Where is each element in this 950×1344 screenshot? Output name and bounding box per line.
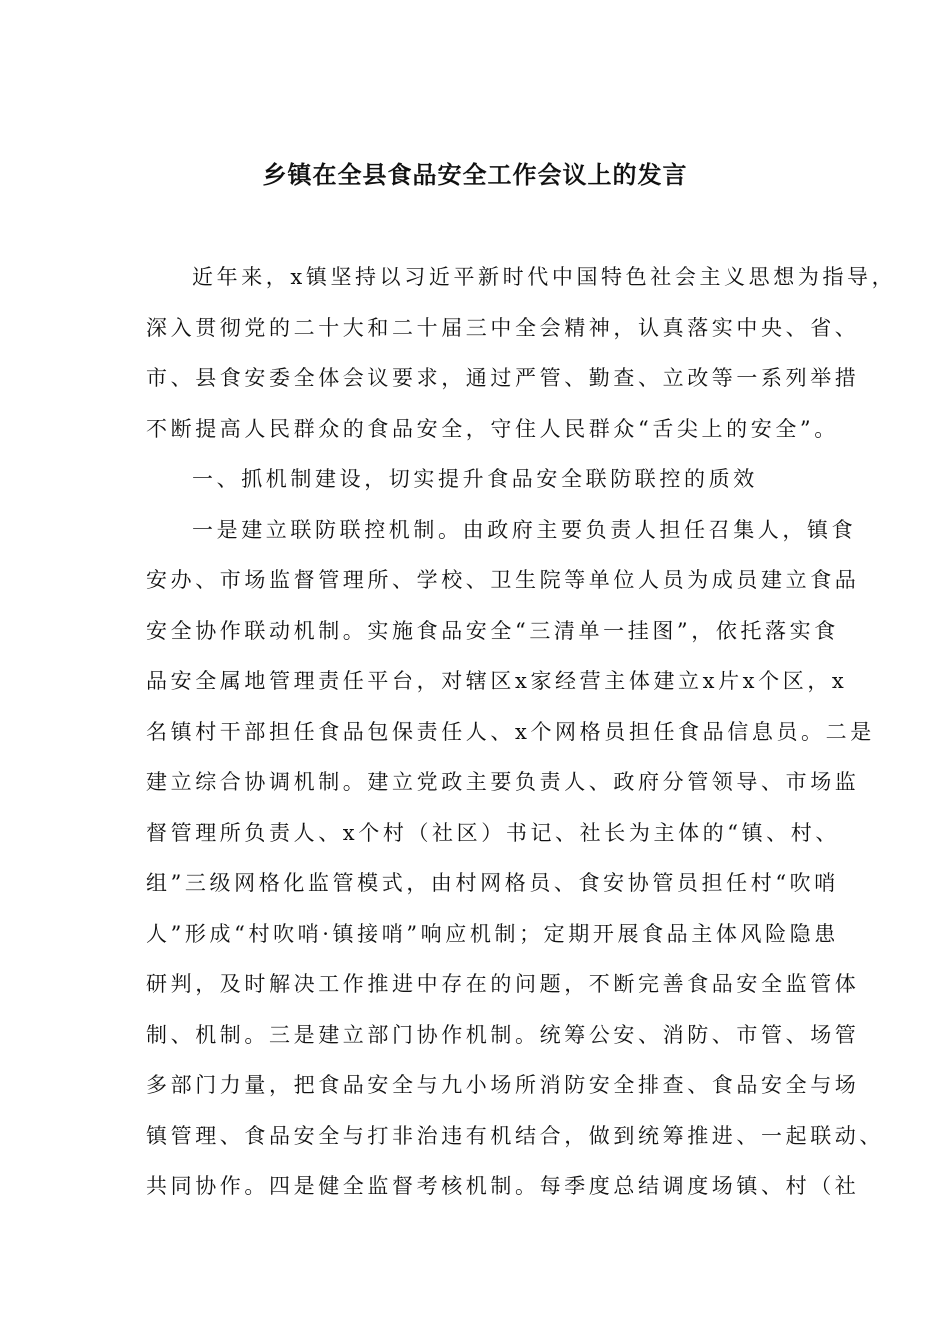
paragraph-line: 安办、市场监督管理所、学校、卫生院等单位人员为成员建立食品 bbox=[146, 568, 860, 592]
paragraph-line: 多部门力量，把食品安全与九小场所消防安全排查、食品安全与场 bbox=[146, 1073, 860, 1097]
paragraph-line: 近年来，x镇坚持以习近平新时代中国特色社会主义思想为指导， bbox=[192, 265, 897, 289]
document-title: 乡镇在全县食品安全工作会议上的发言 bbox=[262, 161, 688, 189]
paragraph-line: 名镇村干部担任食品包保责任人、x个网格员担任食品信息员。二是 bbox=[146, 719, 875, 744]
paragraph-line: 督管理所负责人、x个村（社区）书记、社长为主体的“镇、村、 bbox=[146, 820, 840, 845]
paragraph-line: 建立综合协调机制。建立党政主要负责人、政府分管领导、市场监 bbox=[146, 770, 860, 794]
paragraph-line: 组”三级网格化监管模式，由村网格员、食安协管员担任村“吹哨 bbox=[146, 871, 839, 895]
paragraph-line: 市、县食安委全体会议要求，通过严管、勤查、立改等一系列举措 bbox=[146, 366, 860, 390]
paragraph-line: 镇管理、食品安全与打非治违有机结合，做到统筹推进、一起联动、 bbox=[146, 1123, 884, 1148]
paragraph-line: 深入贯彻党的二十大和二十届三中全会精神，认真落实中央、省、 bbox=[146, 315, 860, 340]
document-body bbox=[146, 252, 897, 1212]
paragraph-line: 制、机制。三是建立部门协作机制。统筹公安、消防、市管、场管 bbox=[146, 1022, 860, 1047]
paragraph-line: 研判，及时解决工作推进中存在的问题，不断完善食品安全监管体 bbox=[146, 972, 860, 996]
paragraph-line: 安全协作联动机制。实施食品安全“三清单一挂图”，依托落实食 bbox=[146, 618, 839, 643]
paragraph-line: 品安全属地管理责任平台，对辖区x家经营主体建立x片x个区，x bbox=[146, 669, 848, 693]
section-heading: 一、抓机制建设，切实提升食品安全联防联控的质效 bbox=[192, 467, 758, 491]
paragraph-line: 人”形成“村吹哨·镇接哨”响应机制；定期开展食品主体风险隐患 bbox=[146, 921, 839, 946]
paragraph-line: 共同协作。四是健全监督考核机制。每季度总结调度场镇、村（社 bbox=[146, 1174, 860, 1198]
paragraph-line: 不断提高人民群众的食品安全，守住人民群众“舌尖上的安全”。 bbox=[146, 416, 839, 441]
paragraph-line: 一是建立联防联控机制。由政府主要负责人担任召集人，镇食 bbox=[192, 517, 857, 542]
